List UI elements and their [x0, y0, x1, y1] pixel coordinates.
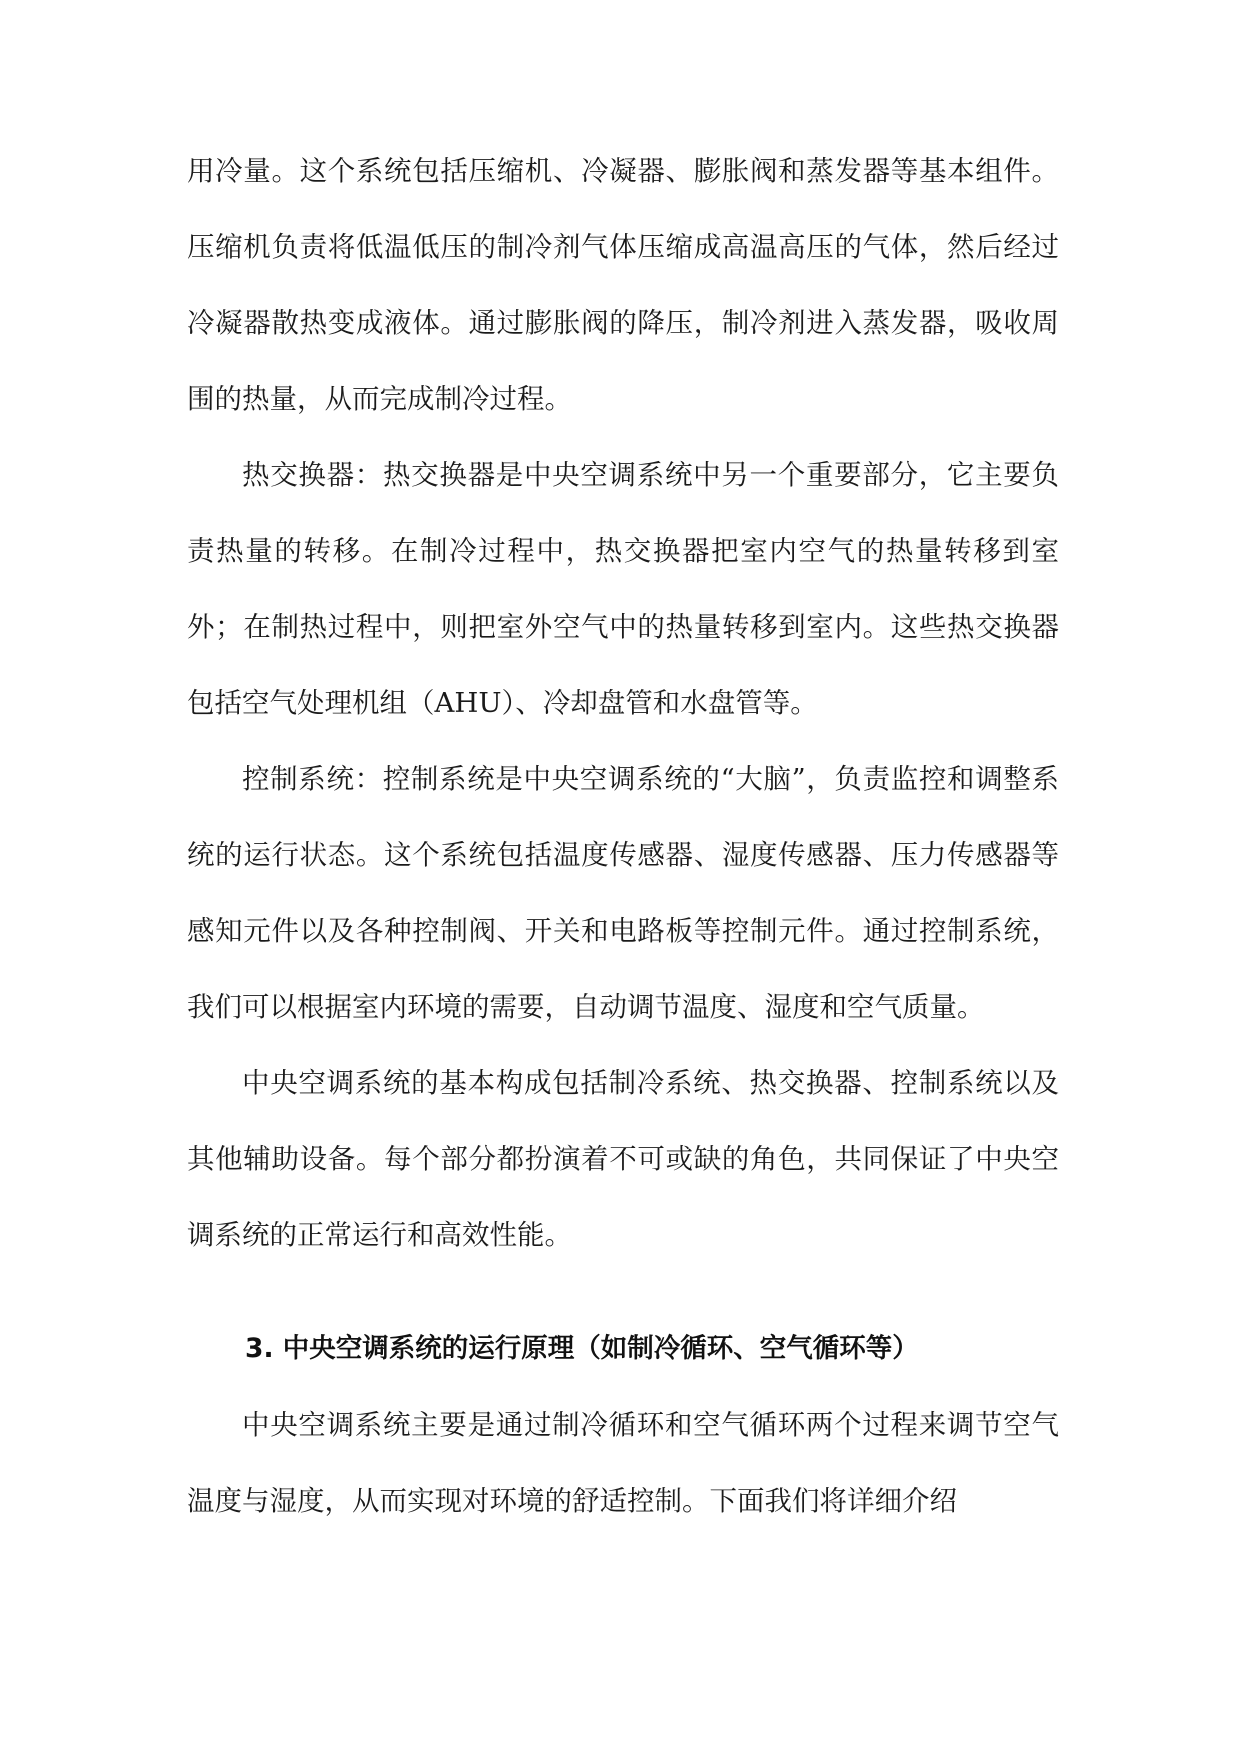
section-heading: 3. 中央空调系统的运行原理（如制冷循环、空气循环等）: [245, 1333, 919, 1364]
document-body: [187, 133, 1059, 1539]
paragraph-refrigeration-continued: 用冷量。这个系统包括压缩机、冷凝器、膨胀阀和蒸发器等基本组件。压缩机负责将低温低压的制冷剂气体压缩成高温高压的气体，然后经过冷凝器散热变成液体。通过膨胀阀的降压，制冷剂进入蒸发器，吸收周围的热量，从而完成制冷过程。: [187, 155, 1059, 415]
paragraph-control-system: 控制系统：控制系统是中央空调系统的“大脑”，负责监控和调整系统的运行状态。这个系统包括温度传感器、湿度传感器、压力传感器等感知元件以及各种控制阀、开关和电路板等控制元件。通过控制系统，我们可以根据室内环境的需要，自动调节温度、湿度和空气质量。: [187, 763, 1059, 1023]
paragraph-summary: 中央空调系统的基本构成包括制冷系统、热交换器、控制系统以及其他辅助设备。每个部分都扮演着不可或缺的角色，共同保证了中央空调系统的正常运行和高效性能。: [187, 1067, 1059, 1251]
paragraph-heat-exchanger: 热交换器：热交换器是中央空调系统中另一个重要部分，它主要负责热量的转移。在制冷过程中，热交换器把室内空气的热量转移到室外；在制热过程中，则把室外空气中的热量转移到室内。这些热交换器包括空气处理机组（AHU）、冷却盘管和水盘管等。: [187, 459, 1059, 719]
paragraph-operating-principle: 中央空调系统主要是通过制冷循环和空气循环两个过程来调节空气温度与湿度，从而实现对环境的舒适控制。下面我们将详细介绍: [187, 1409, 1059, 1517]
